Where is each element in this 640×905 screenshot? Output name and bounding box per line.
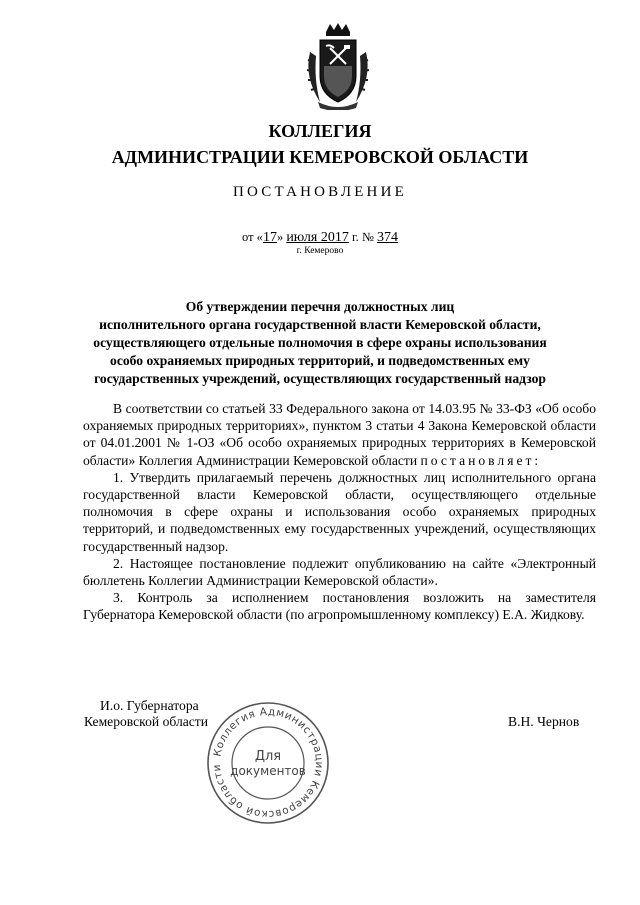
preamble-paragraph xyxy=(83,400,596,469)
document-type: ПОСТАНОВЛЕНИЕ xyxy=(233,184,407,200)
date-number-line xyxy=(0,230,640,246)
city: г. Кемерово xyxy=(296,246,344,256)
title-line: исполнительного органа государственной власти Кемеровской области, xyxy=(99,317,541,332)
preamble-text: В соответствии со статьей 33 Федерального закона от 14.03.95 № 33-ФЗ «Об особо охраняемых природных территориях», пунктом 3 статьи 4 Закона Кемеровской области от 04.01.2001 № 1-ОЗ «Об особо охраняемых природных территориях в Кемеровской области» Коллегия Администрации Кемеровской области xyxy=(83,401,596,468)
stamp-center-line-2: документов xyxy=(230,764,306,778)
title-line: Об утверждении перечня должностных лиц xyxy=(185,299,455,314)
coat-of-arms-emblem xyxy=(300,22,376,110)
signer-name: В.Н. Чернов xyxy=(508,714,580,729)
org-name-line-1: КОЛЛЕГИЯ xyxy=(268,121,372,141)
title-line: государственных учреждений, осуществляющих государственный надзор xyxy=(94,371,546,386)
date-month-year: июля 2017 xyxy=(286,230,349,245)
item-paragraph: 2. Настоящее постановление подлежит опубликованию на сайте «Электронный бюллетень Коллегии Администрации Кемеровской области». xyxy=(83,555,596,589)
number-label: № xyxy=(361,230,374,244)
date-close-quote: » xyxy=(276,230,284,244)
date-year-suffix: г. xyxy=(351,230,359,244)
stamp-ring-text: Коллегия Администрации Кемеровской области xyxy=(210,705,326,821)
document-title xyxy=(0,298,640,388)
stamp-center-line-1: Для xyxy=(254,749,282,764)
decree-word: постановляет: xyxy=(420,452,542,468)
item-paragraph: 1. Утвердить прилагаемый перечень должностных лиц исполнительного органа государственной власти Кемеровской области, осуществляющего отдельные полномочия в сфере охраны и использования особо охраняемых природных территорий, и подведомственных ему государственных учреждений, осуществляющих государственный надзор. xyxy=(83,469,596,554)
signer-role-line-2: Кемеровской области xyxy=(84,714,209,729)
title-line: осуществляющего отдельные полномочия в сфере охраны использования xyxy=(93,335,547,350)
date-prefix: от « xyxy=(242,230,263,244)
document-body xyxy=(83,400,596,624)
title-line: особо охраняемых природных территорий, и подведомственных ему xyxy=(110,353,530,368)
official-stamp xyxy=(205,700,331,826)
org-name-line-2: АДМИНИСТРАЦИИ КЕМЕРОВСКОЙ ОБЛАСТИ xyxy=(111,147,529,167)
signer-role-line-1: И.о. Губернатора xyxy=(100,698,199,713)
document-number: 374 xyxy=(377,230,398,245)
item-paragraph: 3. Контроль за исполнением постановления возложить на заместителя Губернатора Кемеровской области (по агропромышленному комплексу) Е.А. Жидкову. xyxy=(83,590,596,623)
date-day: 17 xyxy=(262,230,277,245)
